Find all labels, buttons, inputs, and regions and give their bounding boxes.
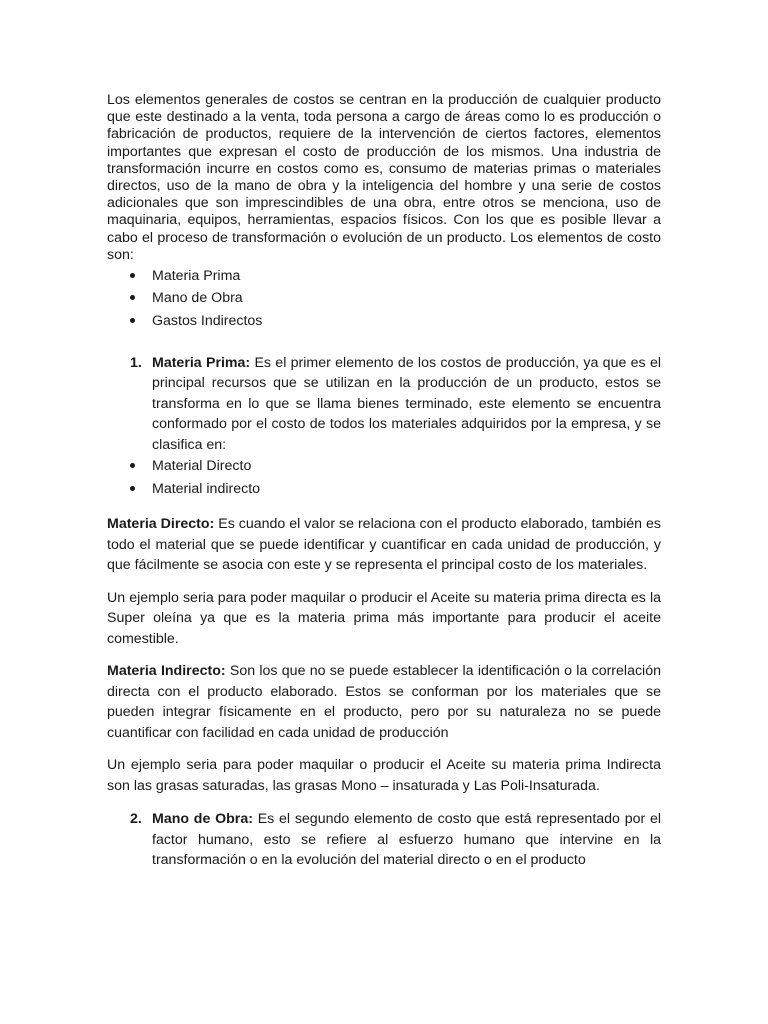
item-title: Materia Prima: (152, 354, 251, 371)
item-number: 1. (130, 354, 142, 371)
list-item: Material indirecto (107, 478, 661, 500)
materia-indirecto-paragraph: Materia Indirecto: Son los que no se puede establecer la identificación o la correlación directa con el producto elaborado. Estos se conforman por los materiales que se pueden integrar físicamente en el producto, pero por su naturaleza no se puede cuantificar con facilidad en cada unidad de producción (107, 663, 661, 741)
term-title: Materia Directo: (107, 516, 215, 533)
cost-elements-list (107, 265, 661, 332)
bullet-icon (130, 273, 135, 278)
item-number: 2. (130, 811, 142, 828)
bullet-icon (130, 295, 135, 300)
document-page (107, 92, 661, 871)
list-item: Gastos Indirectos (107, 310, 661, 332)
list-item: Materia Prima (107, 265, 661, 287)
bullet-icon (130, 486, 135, 491)
item-title: Mano de Obra: (152, 811, 253, 828)
example-directo-paragraph: Un ejemplo seria para poder maquilar o producir el Aceite su materia prima directa es la Super oleína ya que es la materia prima más importante para producir el aceite comestible. (107, 589, 661, 647)
list-item: Material Directo (107, 455, 661, 477)
bullet-icon (130, 463, 135, 468)
list-item: Mano de Obra (107, 287, 661, 309)
item-mano-de-obra (107, 809, 661, 871)
bullet-icon (130, 318, 135, 323)
material-types-list (107, 455, 661, 500)
item-materia-prima (107, 353, 661, 456)
example-indirecto-paragraph: Un ejemplo seria para poder maquilar o producir el Aceite su materia prima Indirecta son las grasas saturadas, las grasas Mono – insaturada y Las Poli-Insaturada. (107, 757, 661, 794)
item-text: Es el segundo elemento de costo que está representado por el factor humano, esto se refiere al esfuerzo humano que intervine en la transformación o en la evolución del material directo o en el producto (152, 811, 661, 869)
intro-paragraph: Los elementos generales de costos se centran en la producción de cualquier producto que este destinado a la venta, toda persona a cargo de áreas como lo es producción o fabricación de productos, requiere de la intervención de ciertos factores, elementos importantes que expresan el costo de producción de los mismos. Una industria de transformación incurre en costos como es, consumo de materias primas o materiales directos, uso de la mano de obra y la inteligencia del hombre y una serie de costos adicionales que son imprescindibles de una obra, entre otros se menciona, uso de maquinaria, equipos, herramientas, espacios físicos. Con los que es posible llevar a cabo el proceso de transformación o evolución de un producto. Los elementos de costo son: (107, 92, 661, 263)
materia-directo-paragraph: Materia Directo: Es cuando el valor se relaciona con el producto elaborado, también es todo el material que se puede identificar y cuantificar en cada unidad de producción, y que fácilmente se asocia con este y se representa el principal costo de los materiales. (107, 516, 661, 574)
item-text: Es el primer elemento de los costos de producción, ya que es el principal recursos que se utilizan en la producción de un producto, estos se transforma en lo que se llama bienes terminado, este elemento se encuentra conformado por el costo de todos los materiales adquiridos por la empresa, y se clasifica en: (152, 354, 661, 453)
term-title: Materia Indirecto: (107, 663, 226, 680)
